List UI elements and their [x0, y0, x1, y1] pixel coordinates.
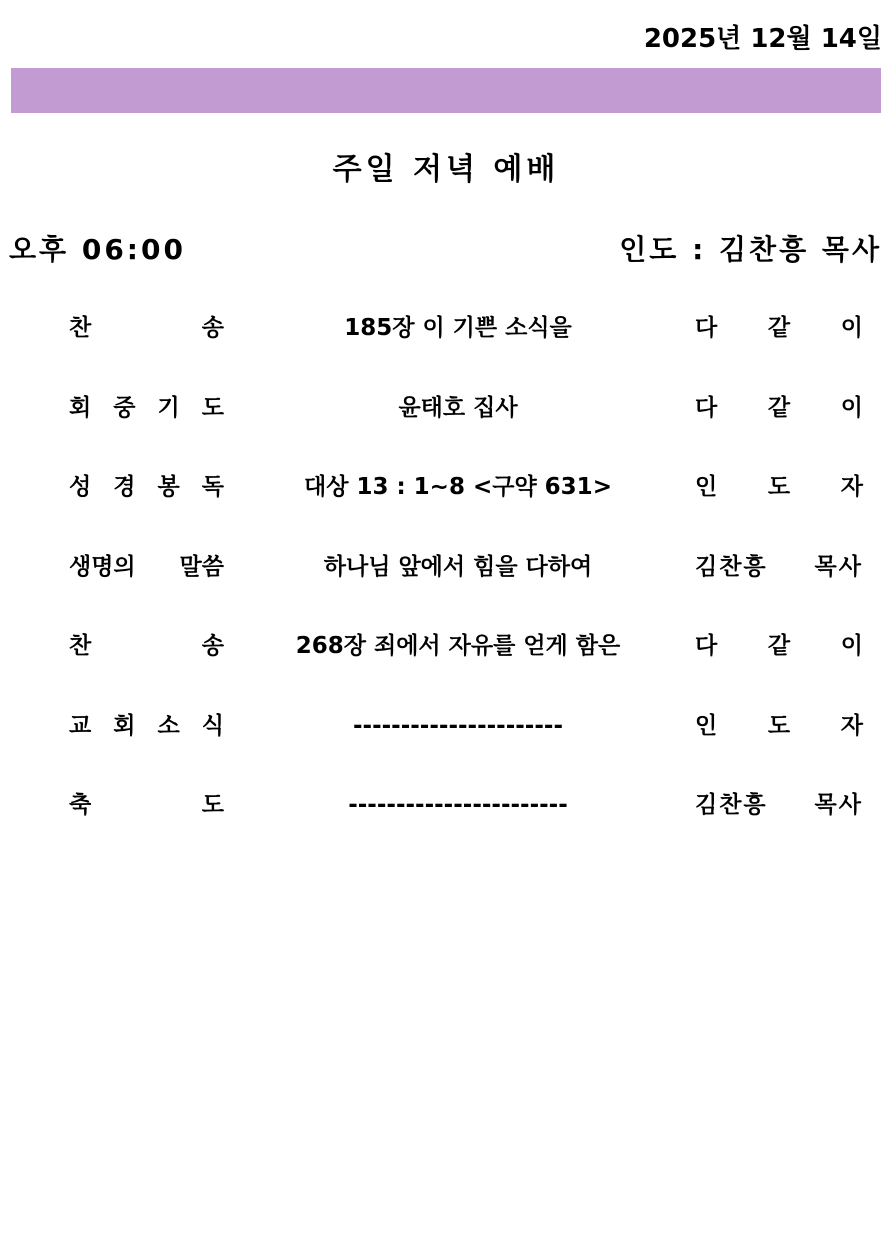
order-item-content: 하나님 앞에서 힘을 다하여	[323, 553, 593, 580]
order-row	[0, 308, 892, 388]
order-item-person: 인 도 자	[695, 712, 863, 739]
order-row	[0, 706, 892, 786]
bulletin-date: 2025년 12월 14일	[643, 24, 882, 54]
order-item-content: ----------------------	[352, 712, 563, 739]
service-leader: 인도 : 김찬흥 목사	[619, 233, 882, 266]
order-row	[0, 467, 892, 547]
order-item-person: 김찬흥 목사	[695, 792, 863, 818]
order-item-person: 다 같 이	[695, 633, 863, 659]
order-item-person: 김찬흥 목사	[695, 553, 863, 580]
order-item-person: 다 같 이	[695, 315, 863, 341]
order-item-content: 185장 이 기쁜 소식을	[344, 315, 572, 341]
order-row	[0, 626, 892, 706]
order-item-content: -----------------------	[348, 792, 568, 818]
order-item-label: 축 도	[69, 792, 224, 818]
service-title: 주일 저녁 예배	[332, 152, 560, 187]
order-item-label: 찬 송	[69, 315, 224, 341]
order-row	[0, 388, 892, 468]
order-item-person: 다 같 이	[695, 394, 863, 421]
order-item-content: 268장 죄에서 자유를 얻게 함은	[295, 633, 621, 659]
service-time: 오후 06:00	[9, 233, 186, 266]
order-row	[0, 547, 892, 627]
order-item-content: 윤태호 집사	[398, 394, 518, 421]
order-item-label: 회 중 기 도	[69, 394, 224, 421]
order-item-label: 생명의 말씀	[69, 553, 224, 580]
order-row	[0, 785, 892, 865]
order-item-label: 성 경 봉 독	[69, 474, 224, 500]
order-item-person: 인 도 자	[695, 474, 863, 500]
order-item-content: 대상 13 : 1~8 <구약 631>	[304, 474, 612, 500]
order-item-label: 찬 송	[69, 633, 224, 659]
order-of-worship	[0, 308, 892, 865]
header-color-band	[11, 68, 881, 113]
order-item-label: 교 회 소 식	[69, 712, 224, 739]
